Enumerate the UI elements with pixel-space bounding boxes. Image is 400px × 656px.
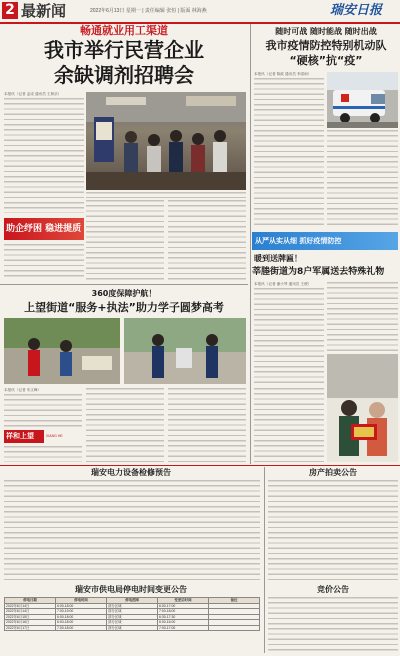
lead-badge-text xyxy=(6,220,81,238)
youth-photo-1 xyxy=(4,318,120,384)
outage-col-header: 停电日期 xyxy=(5,598,56,604)
lead-badge-2: 稳进提质 xyxy=(45,224,82,234)
table-cell: 部分区域 xyxy=(107,625,158,631)
lead-text-col1b xyxy=(4,244,84,280)
charity-text-col2 xyxy=(327,282,398,352)
charity-text-col1b xyxy=(254,388,324,462)
table-cell: 7:00-17:00 xyxy=(158,625,209,631)
ambulance-photo xyxy=(327,72,398,128)
epidemic-byline: 本报讯（记者 陈政 通讯员 李清雨） xyxy=(254,72,312,76)
charity-photo xyxy=(327,354,398,462)
section-divider xyxy=(0,284,248,285)
table-cell: 2022年6月16日 xyxy=(5,620,56,626)
table-cell: 2022年6月14日 xyxy=(5,609,56,615)
epidemic-banner-2: 抓好疫情防控 xyxy=(299,237,342,245)
auction-title: 房产拍卖公告 xyxy=(309,468,357,477)
epidemic-banner-1: 从严从实从细 xyxy=(255,237,297,245)
lead-text-col2 xyxy=(86,200,164,280)
lead-text-col3 xyxy=(168,200,246,280)
column-divider xyxy=(250,24,251,464)
charity-title: 莘塍街道为8户军属送去特殊礼物 xyxy=(252,267,385,277)
youth-photo-2 xyxy=(124,318,246,384)
table-cell: 部分区域 xyxy=(107,603,158,609)
issue-meta: 2022年6月13日 星期一 | 责任编辑 张恒 | 版面 林海燕 xyxy=(90,8,207,14)
lead-kicker: 畅通就业用工渠道 xyxy=(80,24,168,37)
notice-rule xyxy=(0,465,400,466)
table-cell: 7:00-18:00 xyxy=(158,609,209,615)
table-cell: 2022年6月15日 xyxy=(5,614,56,620)
youth-text-col2 xyxy=(86,388,164,462)
table-cell: 部分区域 xyxy=(107,609,158,615)
charity-kicker: 暖到送牌匾！ xyxy=(254,254,302,263)
outage-col-header: 备注 xyxy=(209,598,260,604)
charity-text-col1 xyxy=(254,288,324,384)
table-cell: 6:00-18:00 xyxy=(56,614,107,620)
outage-col-header: 停电范围 xyxy=(107,598,158,604)
youth-title: 上望街道“服务+执法”助力学子圆梦高考 xyxy=(24,301,224,314)
youth-byline: 本报讯（记者 朱文峰） xyxy=(4,388,42,392)
table-cell: 6:00-17:00 xyxy=(158,603,209,609)
table-cell: 6:30-17:30 xyxy=(158,614,209,620)
notice-divider xyxy=(264,467,265,653)
youth-tag-label: 祥和上望 xyxy=(6,432,34,440)
lead-byline: 本报讯（记者 孟成 通讯员 王林乐） xyxy=(4,92,62,96)
paper-logo: 瑞安日报 xyxy=(330,3,383,18)
youth-tag-sub: XIANG HE xyxy=(46,434,63,438)
table-cell: 6:00-18:00 xyxy=(56,620,107,626)
youth-text-col1b xyxy=(4,446,82,462)
lead-photo xyxy=(86,92,246,190)
table-cell: 7:00-18:00 xyxy=(56,625,107,631)
outage-body xyxy=(5,603,260,631)
youth-kicker: 360度保障护航！ xyxy=(91,289,157,298)
lead-badge-1: 助企纾困 xyxy=(6,224,43,234)
bidding-title: 竞价公告 xyxy=(317,585,349,594)
epidemic-text-col1 xyxy=(254,78,324,228)
notice2-title: 瑞安市供电局停电时间变更公告 xyxy=(75,585,187,594)
notice1-title: 瑞安电力设备检修预告 xyxy=(91,468,171,477)
table-cell: 6:00-16:00 xyxy=(158,620,209,626)
table-cell xyxy=(209,625,260,631)
outage-col-header: 变更后时间 xyxy=(158,598,209,604)
outage-table-wrap xyxy=(4,597,260,631)
table-cell: 2022年6月14日 xyxy=(5,603,56,609)
epidemic-text-col2 xyxy=(327,130,398,228)
section-title: 最新闻 xyxy=(21,2,67,20)
epidemic-kicker: 随时可战 随时能战 随时出战 xyxy=(275,27,377,36)
table-cell: 6:00-18:00 xyxy=(56,603,107,609)
youth-text-col3 xyxy=(168,388,246,462)
charity-byline: 本报讯（记者 谢小琴 通讯员 王俊） xyxy=(254,282,312,286)
outage-col-header: 停电时间 xyxy=(56,598,107,604)
table-row xyxy=(5,625,260,631)
photo-caption xyxy=(86,192,246,198)
epidemic-title-2: “硬核”抗“疫” xyxy=(289,54,363,67)
lead-title-1: 我市举行民营企业 xyxy=(44,38,204,62)
auction-text xyxy=(268,480,398,580)
table-cell: 7:00-19:00 xyxy=(56,609,107,615)
lead-title-2: 余缺调剂招聘会 xyxy=(54,63,194,87)
youth-text-col1 xyxy=(4,394,82,428)
lead-spacer xyxy=(4,215,34,217)
table-cell: 部分区域 xyxy=(107,620,158,626)
table-cell: 部分区域 xyxy=(107,614,158,620)
page-number: 2 xyxy=(2,2,18,19)
table-cell: 2022年6月17日 xyxy=(5,625,56,631)
epidemic-title-1: 我市疫情防控特别机动队 xyxy=(265,39,387,52)
outage-table xyxy=(4,597,260,631)
bidding-text xyxy=(268,597,398,653)
notice1-text xyxy=(4,480,260,580)
lead-text-col1 xyxy=(4,98,84,213)
epidemic-banner-text xyxy=(255,233,341,249)
